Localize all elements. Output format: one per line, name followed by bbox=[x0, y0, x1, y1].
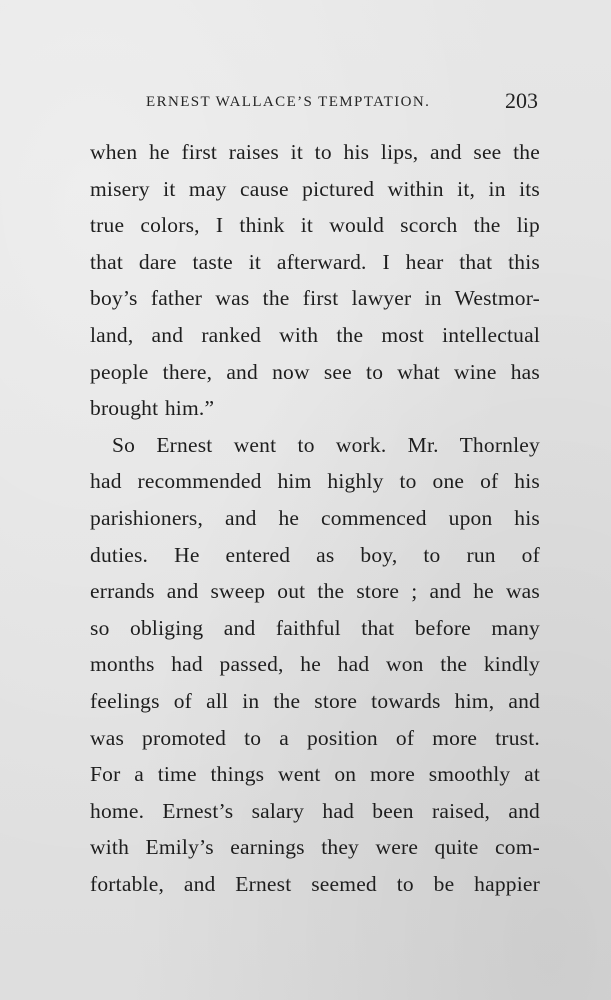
text-line: errands and sweep out the store ; and he was bbox=[90, 579, 540, 604]
text-line: was promoted to a position of more trust. bbox=[90, 725, 540, 750]
text-line: months had passed, he had won the kindly bbox=[90, 652, 540, 677]
text-line: so obliging and faithful that before many bbox=[90, 615, 540, 640]
text-line: that dare taste it afterward. I hear that this bbox=[90, 249, 540, 274]
text-line: parishioners, and he commenced upon his bbox=[90, 505, 540, 530]
text-line: feelings of all in the store towards him, and bbox=[90, 688, 540, 713]
text-line: boy’s father was the first lawyer in Westmor- bbox=[90, 286, 540, 311]
text-line: with Emily’s earnings they were quite com- bbox=[90, 835, 540, 860]
page-number: 203 bbox=[505, 88, 538, 113]
text-line: had recommended him highly to one of his bbox=[90, 469, 540, 494]
text-line: For a time things went on more smoothly at bbox=[90, 762, 540, 787]
text-line: duties. He entered as boy, to run of bbox=[90, 542, 540, 567]
text-line: when he first raises it to his lips, and see the bbox=[90, 140, 540, 164]
running-title: ERNEST WALLACE’S TEMPTATION. bbox=[146, 94, 431, 110]
text-line: So Ernest went to work. Mr. Thornley bbox=[112, 432, 540, 457]
text-line: people there, and now see to what wine has bbox=[90, 359, 540, 384]
text-line: misery it may cause pictured within it, in its bbox=[90, 176, 540, 201]
text-line: true colors, I think it would scorch the lip bbox=[90, 213, 540, 238]
text-line: fortable, and Ernest seemed to be happier bbox=[90, 871, 540, 896]
text-line: land, and ranked with the most intellectual bbox=[90, 322, 540, 347]
text-line: brought him.” bbox=[90, 396, 215, 421]
running-header bbox=[90, 88, 540, 118]
body-text bbox=[90, 134, 540, 902]
text-line: home. Ernest’s salary had been raised, and bbox=[90, 798, 540, 823]
